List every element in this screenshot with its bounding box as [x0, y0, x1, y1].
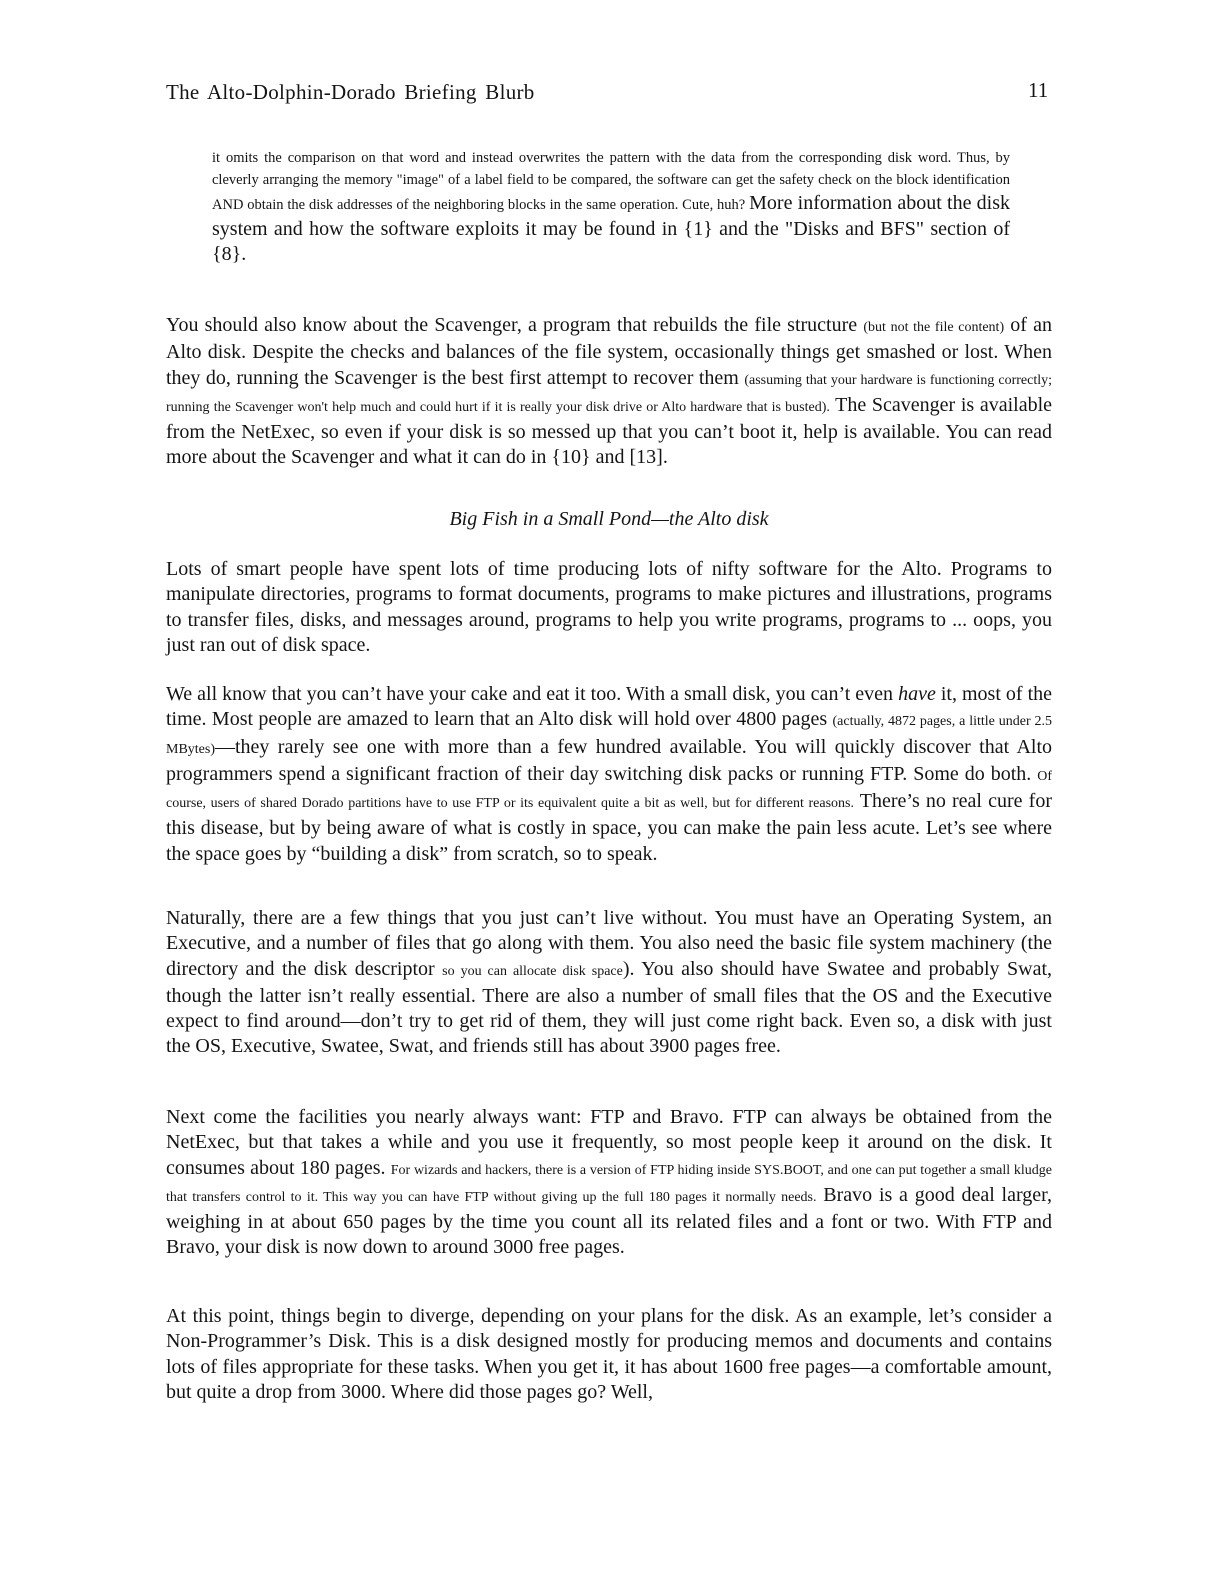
p1-small-b: (assuming that your hardware is functioning correctly; running the Scavenger won't help much and could hurt if it is really your disk drive or Alto hardware that is busted).: [166, 372, 1052, 415]
p3-text-d: There’s no real cure for this disease, but by being aware of what is costly in space, you can make the pain less acute. Let’s see where the space goes by “building a disk” from scratch, so to speak.: [166, 790, 1052, 865]
indented-large-text: More information about the disk system and how the software exploits it may be found in {1} and the "Disks and BFS" section of {8}.: [212, 192, 1011, 265]
p5-text-a: Next come the facilities you nearly always want: FTP and Bravo. FTP can always be obtained from the NetExec, but that takes a while and you use it frequently, so most people keep it around on the disk. It consumes about 180 pages.: [166, 1106, 1052, 1179]
paragraph-ftp-bravo: [166, 1105, 1052, 1261]
indented-footnote-block: [212, 147, 1010, 267]
p5-small-a: For wizards and hackers, there is a version of FTP hiding inside SYS.BOOT, and one can put together a small kludge that transfers control to it. This way you can have FTP without giving up the full 180 pages it normally needs.: [166, 1162, 1052, 1205]
p4-text-a: Naturally, there are a few things that you just can’t live without. You must have an Operating System, an Executive, and a number of files that go along with them. You also need the basic file system machinery (the directory and the disk descriptor: [166, 907, 1052, 980]
p3-text-b: it, most of the time. Most people are amazed to learn that an Alto disk will hold over 4800 pages: [166, 683, 1053, 731]
p3-italic-have: have: [898, 683, 936, 705]
paragraph-essentials: [166, 906, 1052, 1060]
p3-small-c: Of course, users of shared Dorado partitions have to use FTP or its equivalent quite a bit as well, but for different reasons.: [166, 768, 1053, 812]
p1-text-b: of an Alto disk. Despite the checks and balances of the file system, occasionally things get smashed or lost. When they do, running the Scavenger is the best first attempt to recover them: [166, 314, 1053, 389]
running-header-title: The Alto-Dolphin-Dorado Briefing Blurb: [166, 80, 535, 104]
p1-text-a: You should also know about the Scavenger, a program that rebuilds the file structure: [166, 314, 858, 336]
section-heading: Big Fish in a Small Pond—the Alto disk: [449, 508, 769, 530]
p1-small-a: (but not the file content): [863, 320, 1005, 335]
page-number: 11: [1028, 78, 1049, 102]
p3-small-b: (actually, 4872 pages, a little under 2.5 MBytes): [166, 714, 1052, 757]
paragraph-diverge: At this point, things begin to diverge, depending on your plans for the disk. As an example, let’s consider a Non-Programmer’s Disk. This is a disk designed mostly for producing memos and documents and contains lots of files appropriate for these tasks. When you get it, it has about 1600 free pages—a comfortable amount, but quite a drop from 3000. Where did those pages go? Well,: [166, 1305, 1052, 1403]
p4-small-a: so you can allocate disk space: [442, 963, 623, 979]
paragraph-nifty-software: Lots of smart people have spent lots of time producing lots of nifty software for the Alto. Programs to manipulate directories, programs to format documents, programs to make pictures and illustrations, programs to transfer files, disks, and messages around, programs to help you write programs, programs to ... oops, you just ran out of disk space.: [166, 558, 1052, 656]
indented-small-text: it omits the comparison on that word and instead overwrites the pattern with the data from the corresponding disk word. Thus, by cleverly arranging the memory "image" of a label field to be compared, the software can get the safety check on the block identification AND obtain the disk addresses of the neighboring blocks in the same operation. Cute, huh?: [212, 150, 1010, 214]
p5-text-b: Bravo is a good deal larger, weighing in at about 650 pages by the time you count all its related files and a font or two. With FTP and Bravo, your disk is now down to around 3000 free pages.: [166, 1183, 1053, 1259]
p3-text-a: We all know that you can’t have your cake and eat it too. With a small disk, you can’t even: [166, 683, 894, 705]
p4-text-b: ). You also should have Swatee and probably Swat, though the latter isn’t really essential. There are also a number of small files that the OS and the Executive expect to find around—don’t try to get rid of them, they will just come right back. Even so, a disk with just the OS, Executive, Swatee, Swat, and friends still has about 3900 pages free.: [166, 957, 1053, 1058]
paragraph-small-disk: [166, 682, 1052, 867]
p1-text-c: The Scavenger is available from the NetExec, so even if your disk is so messed up that you can’t boot it, help is available. You can read more about the Scavenger and what it can do in {10} and [13].: [166, 393, 1053, 469]
p3-text-c: —they rarely see one with more than a few hundred available. You will quickly discover that Alto programmers spend a significant fraction of their day switching disk packs or running FTP. Some do both.: [166, 735, 1052, 785]
paragraph-scavenger: [166, 313, 1052, 471]
